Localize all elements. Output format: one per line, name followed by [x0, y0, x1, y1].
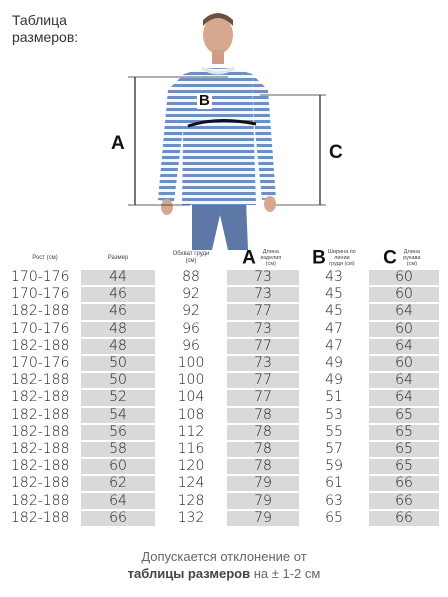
- table-row: [9, 322, 439, 337]
- table-cell: 54: [81, 408, 155, 423]
- table-cell: 65: [369, 408, 439, 423]
- table-cell: 78: [227, 408, 299, 423]
- table-cell: 59: [325, 458, 343, 475]
- table-row: [9, 339, 439, 354]
- table-cell: 182-188: [11, 492, 70, 509]
- table-cell: 78: [227, 442, 299, 457]
- table-cell: 182-188: [11, 458, 70, 475]
- table-cell: 64: [369, 373, 439, 388]
- table-cell: 60: [369, 270, 439, 285]
- table-cell: 65: [369, 425, 439, 440]
- table-cell: 66: [369, 511, 439, 526]
- table-cell: 182-188: [11, 475, 70, 492]
- table-cell: 64: [81, 493, 155, 508]
- header-height: Рост (см): [32, 254, 58, 261]
- size-table: [9, 246, 439, 528]
- jeans-shape: [192, 200, 248, 250]
- table-row: [9, 373, 439, 388]
- table-row: [9, 493, 439, 508]
- table-cell: 50: [81, 356, 155, 371]
- table-row: [9, 511, 439, 526]
- table-row: [9, 270, 439, 285]
- table-cell: 182-188: [11, 389, 70, 406]
- header-size: Размер: [107, 254, 129, 261]
- table-cell: 182-188: [11, 423, 70, 440]
- marker-a-label: A: [111, 133, 125, 154]
- table-row: [9, 356, 439, 371]
- table-cell: 92: [182, 303, 200, 320]
- table-cell: 47: [325, 320, 343, 337]
- table-cell: 64: [369, 304, 439, 319]
- table-cell: 96: [182, 320, 200, 337]
- table-cell: 73: [227, 322, 299, 337]
- table-cell: 112: [177, 423, 205, 440]
- table-cell: 60: [369, 356, 439, 371]
- table-cell: 49: [325, 355, 343, 372]
- footer-note-bold: таблицы размеров: [127, 566, 251, 581]
- table-cell: 49: [325, 372, 343, 389]
- table-cell: 60: [81, 459, 155, 474]
- table-row: [9, 425, 439, 440]
- table-cell: 128: [177, 492, 205, 509]
- table-row: [9, 304, 439, 319]
- table-cell: 47: [325, 337, 343, 354]
- table-cell: 53: [325, 406, 343, 423]
- table-cell: 170-176: [11, 320, 70, 337]
- sleeve-right: [252, 74, 276, 200]
- table-cell: 46: [81, 287, 155, 302]
- table-cell: 132: [177, 509, 205, 526]
- table-cell: 124: [177, 475, 205, 492]
- shirt-body: [182, 68, 256, 205]
- table-cell: 65: [369, 459, 439, 474]
- table-cell: 63: [325, 492, 343, 509]
- table-cell: 48: [81, 339, 155, 354]
- title-line-2: размеров:: [12, 29, 79, 45]
- table-row: [9, 476, 439, 491]
- table-cell: 170-176: [11, 286, 70, 303]
- table-cell: 100: [177, 372, 205, 389]
- table-cell: 120: [177, 458, 205, 475]
- table-cell: 62: [81, 476, 155, 491]
- header-chest-girth: Обхват груди (см): [172, 251, 210, 264]
- table-cell: 66: [369, 493, 439, 508]
- table-cell: 182-188: [11, 509, 70, 526]
- table-cell: 46: [81, 304, 155, 319]
- sleeve-left: [158, 74, 184, 202]
- table-row: [9, 287, 439, 302]
- table-cell: 170-176: [11, 355, 70, 372]
- table-cell: 78: [227, 425, 299, 440]
- table-cell: 51: [325, 389, 343, 406]
- table-cell: 88: [182, 269, 200, 286]
- table-cell: 65: [369, 442, 439, 457]
- table-cell: 61: [325, 475, 343, 492]
- table-cell: 182-188: [11, 440, 70, 457]
- table-cell: 60: [369, 322, 439, 337]
- marker-c-label: C: [329, 142, 343, 163]
- table-cell: 45: [325, 303, 343, 320]
- table-cell: 79: [227, 511, 299, 526]
- table-cell: 182-188: [11, 372, 70, 389]
- table-row: [9, 390, 439, 405]
- table-cell: 52: [81, 390, 155, 405]
- table-cell: 50: [81, 373, 155, 388]
- table-cell: 73: [227, 287, 299, 302]
- table-row: [9, 442, 439, 457]
- table-cell: 104: [177, 389, 205, 406]
- table-cell: 77: [227, 304, 299, 319]
- table-cell: 108: [177, 406, 205, 423]
- table-cell: 64: [369, 390, 439, 405]
- table-cell: 78: [227, 459, 299, 474]
- header-length-a: A Длина изделия (см): [242, 247, 282, 269]
- table-cell: 57: [325, 440, 343, 457]
- table-cell: 96: [182, 337, 200, 354]
- table-cell: 92: [182, 286, 200, 303]
- header-sleeve-c: C Длина рукава (см): [383, 247, 421, 269]
- table-cell: 66: [81, 511, 155, 526]
- table-cell: 44: [81, 270, 155, 285]
- table-cell: 56: [81, 425, 155, 440]
- table-cell: 43: [325, 269, 343, 286]
- footer-note-line-2: [0, 566, 448, 581]
- table-cell: 79: [227, 493, 299, 508]
- model-photo: [100, 0, 350, 250]
- table-cell: 60: [369, 287, 439, 302]
- table-cell: 66: [369, 476, 439, 491]
- marker-b-label: B: [199, 92, 210, 109]
- table-row: [9, 459, 439, 474]
- table-cell: 182-188: [11, 406, 70, 423]
- table-cell: 48: [81, 322, 155, 337]
- table-cell: 45: [325, 286, 343, 303]
- table-cell: 77: [227, 390, 299, 405]
- table-cell: 182-188: [11, 337, 70, 354]
- header-width-b: B Ширина по линии груди (см): [312, 247, 356, 269]
- table-cell: 116: [177, 440, 205, 457]
- table-cell: 170-176: [11, 269, 70, 286]
- table-cell: 77: [227, 339, 299, 354]
- title-line-1: Таблица: [12, 12, 67, 28]
- table-cell: 79: [227, 476, 299, 491]
- table-cell: 73: [227, 356, 299, 371]
- table-cell: 77: [227, 373, 299, 388]
- table-cell: 73: [227, 270, 299, 285]
- table-cell: 58: [81, 442, 155, 457]
- table-cell: 65: [325, 509, 343, 526]
- footer-note-line-1: Допускается отклонение от: [141, 549, 307, 564]
- table-cell: 55: [325, 423, 343, 440]
- table-row: [9, 408, 439, 423]
- size-table-wrap: [9, 246, 439, 528]
- table-cell: 182-188: [11, 303, 70, 320]
- table-cell: 100: [177, 355, 205, 372]
- footer-note-rest: на ± 1-2 см: [250, 566, 321, 581]
- table-header-row: [9, 248, 439, 268]
- table-cell: 64: [369, 339, 439, 354]
